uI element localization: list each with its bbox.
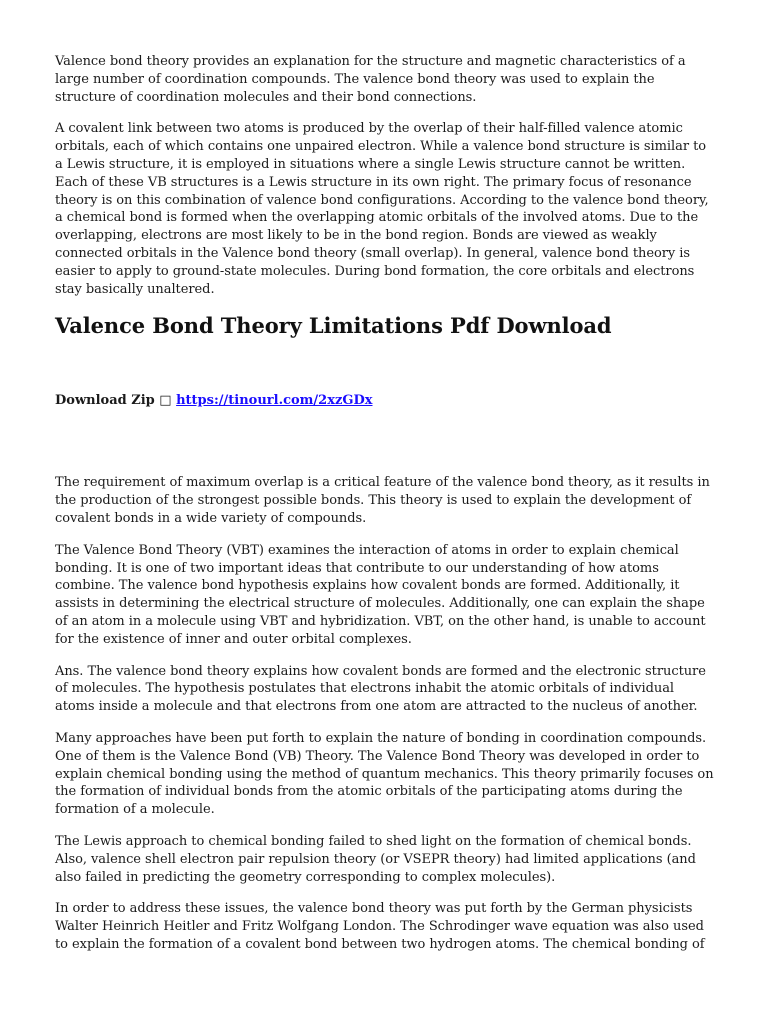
body-paragraph-3: Ans. The valence bond theory explains how covalent bonds are formed and the electronic structure of molecules. The hypothesis postulates that electrons inhabit the atomic orbitals of individual atoms inside a molecule and that electrons from one atom are attracted to the nucleus of another. bbox=[55, 663, 706, 715]
document-page bbox=[55, 53, 717, 968]
download-label: Download Zip □ bbox=[55, 393, 177, 409]
page-title: Valence Bond Theory Limitations Pdf Download bbox=[55, 313, 612, 339]
download-link[interactable]: https://tinourl.com/2xzGDx bbox=[176, 393, 373, 409]
intro-paragraph-1: Valence bond theory provides an explanation for the structure and magnetic characteristics of a large number of coordination compounds. The valence bond theory was used to explain the structure of coordination molecules and their bond connections. bbox=[55, 54, 686, 105]
download-line bbox=[55, 392, 717, 410]
body-paragraph-5: The Lewis approach to chemical bonding failed to shed light on the formation of chemical bonds. Also, valence shell electron pair repulsion theory (or VSEPR theory) had limited applications (and also failed in predicting the geometry corresponding to complex molecules). bbox=[55, 833, 696, 885]
body-paragraph-4: Many approaches have been put forth to explain the nature of bonding in coordination compounds. One of them is the Valence Bond (VB) Theory. The Valence Bond Theory was developed in order to explain chemical bonding using the method of quantum mechanics. This theory primarily focuses on the formation of individual bonds from the atomic orbitals of the participating atoms during the formation of a molecule. bbox=[55, 730, 714, 818]
body-paragraph-2: The Valence Bond Theory (VBT) examines the interaction of atoms in order to explain chemical bonding. It is one of two important ideas that contribute to our understanding of how atoms combine. The valence bond hypothesis explains how covalent bonds are formed. Additionally, it assists in determining the electrical structure of molecules. Additionally, one can explain the shape of an atom in a molecule using VBT and hybridization. VBT, on the other hand, is unable to account for the existence of inner and outer orbital complexes. bbox=[55, 542, 706, 647]
body-paragraph-6: In order to address these issues, the valence bond theory was put forth by the German physicists Walter Heinrich Heitler and Fritz Wolfgang London. The Schrodinger wave equation was also used to explain the formation of a covalent bond between two hydrogen atoms. The chemical bonding of bbox=[55, 901, 705, 952]
spacer bbox=[55, 410, 717, 474]
body-paragraph-1: The requirement of maximum overlap is a critical feature of the valence bond theory, as it results in the production of the strongest possible bonds. This theory is used to explain the development of covalent bonds in a wide variety of compounds. bbox=[55, 475, 710, 526]
intro-paragraph-2: A covalent link between two atoms is produced by the overlap of their half-filled valence atomic orbitals, each of which contains one unpaired electron. While a valence bond structure is similar to a Lewis structure, it is employed in situations where a single Lewis structure cannot be written. Each of these VB structures is a Lewis structure in its own right. The primary focus of resonance theory is on this combination of valence bond configurations. According to the valence bond theory, a chemical bond is formed when the overlapping atomic orbitals of the involved atoms. Due to the overlapping, electrons are most likely to be in the bond region. Bonds are viewed as weakly connected orbitals in the Valence bond theory (small overlap). In general, valence bond theory is easier to apply to ground-state molecules. During bond formation, the core orbitals and electrons stay basically unaltered. bbox=[55, 121, 709, 297]
